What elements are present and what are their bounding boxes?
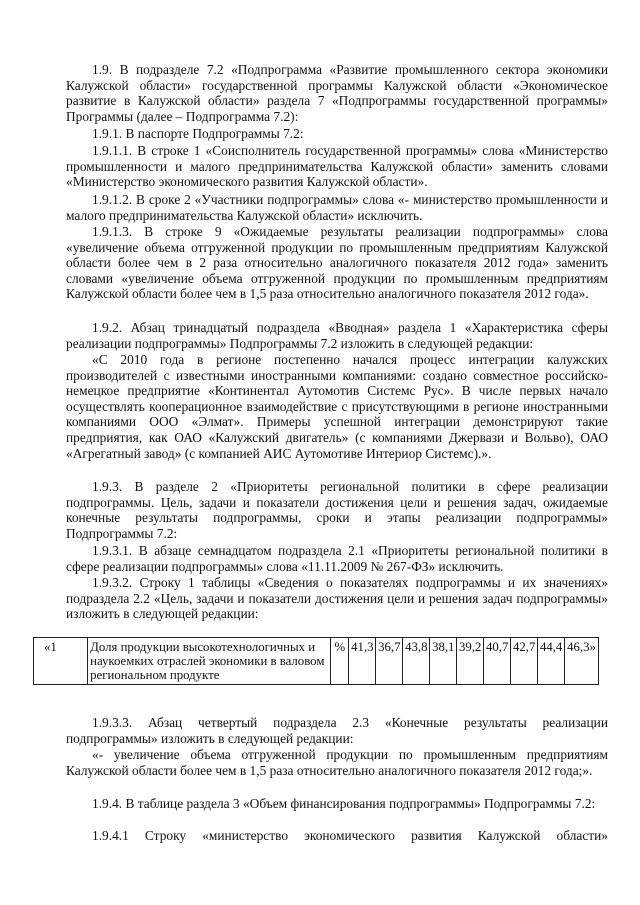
value-cell: 42,7 — [511, 638, 538, 685]
value-cell: 39,2 — [457, 638, 484, 685]
value-cell: 36,7 — [376, 638, 403, 685]
value-cell: 40,7 — [484, 638, 511, 685]
indicator-description: Доля продукции высокотехнологичных и наукоемких отраслей экономики в валовом региональном продукте — [88, 638, 331, 685]
paragraph-1-9: 1.9. В подразделе 7.2 «Подпрограмма «Развитие промышленного сектора экономики Калужской области» государственной программы Калужской области «Экономическое развитие в Калужской области» раздела 7 «Подпрограммы государственной программы» Программы (далее – Подпрограмма 7.2): — [66, 62, 608, 124]
paragraph-quote-intro: «С 2010 года в регионе постепенно начался процесс интеграции калужских производителей с известными иностранными компаниями: создано совместное российско-немецкое предприятие «Континентал Аутомотив Системс Рус». В числе первых начало осуществлять кооперационное взаимодействие с присутствующими в регионе иностранными компаниями ООО «Элмат». Примеры успешной интеграции демонстрируют такие предприятия, как ОАО «Калужский двигатель» (с компаниями Джервази и Вольво), ОАО «Агрегатный завод» (с компанией АИС Аутомотиве Интериор Системс).». — [66, 352, 608, 461]
paragraph-1-9-1-2: 1.9.1.2. В сроке 2 «Участники подпрограммы» слова «- министерство промышленности и малого предпринимательства Калужской области» исключить. — [66, 192, 608, 223]
indicator-unit: % — [331, 638, 349, 685]
value-cell: 43,8 — [403, 638, 430, 685]
paragraph-quote-result: «- увеличение объема отгруженной продукции по промышленным предприятиям Калужской области более чем в 1,5 раза относительно аналогичного показателя 2012 года;». — [66, 747, 608, 778]
indicator-table — [33, 637, 599, 685]
paragraph-1-9-1-3: 1.9.1.3. В строке 9 «Ожидаемые результаты реализации подпрограммы» слова «увеличение объема отгруженной продукции по промышленным предприятиям Калужской области более чем в 2 раза относительно аналогичного показателя 2012 года» заменить словами «увеличение объема отгруженной продукции по промышленным предприятиям Калужской области более чем в 1,5 раза относительно аналогичного показателя 2012 года». — [66, 224, 608, 302]
paragraph-1-9-3-3: 1.9.3.3. Абзац четвертый подраздела 2.3 «Конечные результаты реализации подпрограммы» изложить в следующей редакции: — [66, 715, 608, 746]
value-cell: 41,3 — [349, 638, 376, 685]
value-cell: 44,4 — [538, 638, 565, 685]
paragraph-1-9-3-2: 1.9.3.2. Строку 1 таблицы «Сведения о показателях подпрограммы и их значениях» подраздела 2.2 «Цель, задачи и показатели достижения цели и решения задач подпрограммы» изложить в следующей редакции: — [66, 575, 608, 622]
paragraph-1-9-4: 1.9.4. В таблице раздела 3 «Объем финансирования подпрограммы» Подпрограммы 7.2: — [92, 796, 596, 811]
paragraph-1-9-3: 1.9.3. В разделе 2 «Приоритеты региональной политики в сфере реализации подпрограммы. Цель, задачи и показатели достижения цели и решения задач, ожидаемые конечные результаты подпрограммы, сроки и этапы реализации подпрограммы» Подпрограммы 7.2: — [66, 479, 608, 541]
table-row — [34, 638, 599, 685]
value-cell: 46,3» — [565, 638, 599, 685]
value-cell: 38,1 — [430, 638, 457, 685]
paragraph-1-9-1: 1.9.1. В паспорте Подпрограммы 7.2: — [92, 126, 304, 141]
paragraph-1-9-1-1: 1.9.1.1. В строке 1 «Соисполнитель государственной программы» слова «Министерство промышленности и малого предпринимательства Калужской области» заменить словами «Министерство экономического развития Калужской области». — [66, 143, 608, 190]
row-number: «1 — [34, 638, 88, 685]
paragraph-1-9-4-1: 1.9.4.1 Строку «министерство экономического развития Калужской области» — [92, 828, 608, 843]
paragraph-1-9-2: 1.9.2. Абзац тринадцатый подраздела «Вводная» раздела 1 «Характеристика сферы реализации подпрограммы» Подпрограммы 7.2 изложить в следующей редакции: — [66, 320, 608, 351]
paragraph-1-9-3-1: 1.9.3.1. В абзаце семнадцатом подраздела 2.1 «Приоритеты региональной политики в сфере реализации подпрограммы» слова «11.11.2009 № 267-ФЗ» исключить. — [66, 543, 608, 574]
